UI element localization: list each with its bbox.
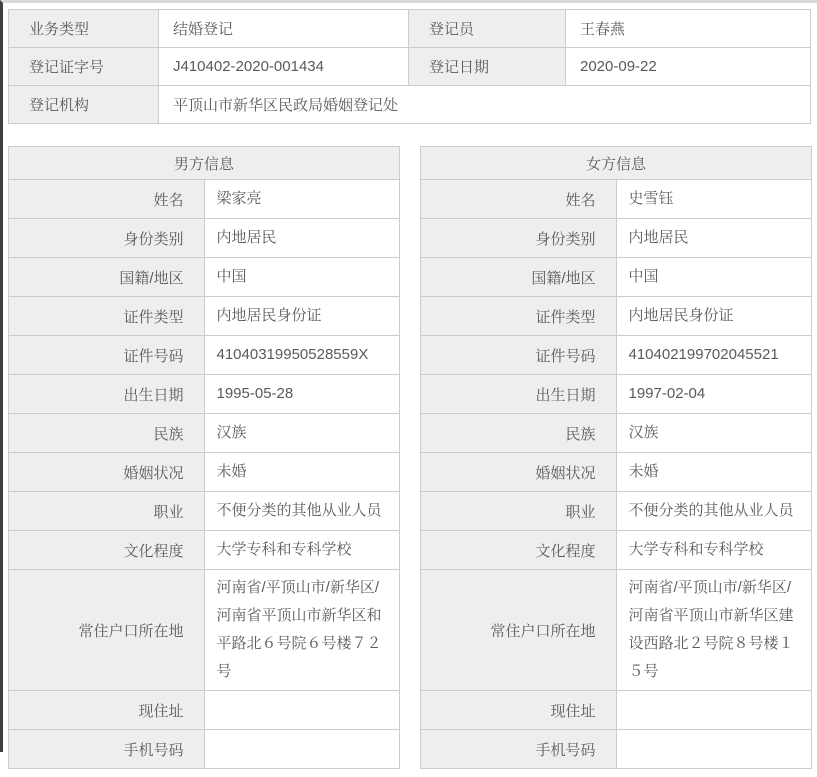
field-value [204, 691, 400, 730]
field-value [204, 730, 400, 769]
summary-row-certificate [9, 48, 811, 86]
field-value: 梁家亮 [204, 180, 400, 219]
table-row [421, 730, 812, 769]
field-value: 河南省/平顶山市/新华区/河南省平顶山市新华区建设西路北２号院８号楼１５号 [616, 570, 812, 691]
field-label: 身份类别 [9, 219, 205, 258]
field-label: 现住址 [9, 691, 205, 730]
field-value: 内地居民 [616, 219, 812, 258]
table-row [9, 297, 400, 336]
male-info-table [8, 146, 400, 769]
table-row [421, 180, 812, 219]
field-value [616, 730, 812, 769]
field-value: 不便分类的其他从业人员 [204, 492, 400, 531]
field-value [616, 691, 812, 730]
registrar-label: 登记员 [409, 10, 566, 48]
field-label: 婚姻状况 [421, 453, 617, 492]
registration-summary-table [8, 9, 811, 124]
field-label: 职业 [9, 492, 205, 531]
field-label: 手机号码 [9, 730, 205, 769]
field-label: 姓名 [9, 180, 205, 219]
registration-date-label: 登记日期 [409, 48, 566, 86]
field-label: 文化程度 [9, 531, 205, 570]
field-value: 内地居民身份证 [616, 297, 812, 336]
field-value: 1997-02-04 [616, 375, 812, 414]
field-value: 汉族 [204, 414, 400, 453]
table-row [9, 492, 400, 531]
table-row [421, 375, 812, 414]
field-value: 1995-05-28 [204, 375, 400, 414]
summary-row-agency [9, 86, 811, 124]
table-row [9, 730, 400, 769]
summary-row-business-type [9, 10, 811, 48]
male-info-title: 男方信息 [9, 147, 400, 180]
table-row [9, 375, 400, 414]
table-row [421, 414, 812, 453]
field-label: 出生日期 [9, 375, 205, 414]
marriage-registration-record-page [3, 3, 817, 777]
field-value: 41040319950528559X [204, 336, 400, 375]
table-row [9, 336, 400, 375]
field-label: 姓名 [421, 180, 617, 219]
field-value: 中国 [616, 258, 812, 297]
field-label: 国籍/地区 [421, 258, 617, 297]
field-value: 大学专科和专科学校 [204, 531, 400, 570]
field-value: 410402199702045521 [616, 336, 812, 375]
female-info-title: 女方信息 [421, 147, 812, 180]
field-value: 内地居民身份证 [204, 297, 400, 336]
field-value: 河南省/平顶山市/新华区/河南省平顶山市新华区和平路北６号院６号楼７２号 [204, 570, 400, 691]
table-row [421, 570, 812, 691]
field-label: 出生日期 [421, 375, 617, 414]
field-value: 内地居民 [204, 219, 400, 258]
field-value: 汉族 [616, 414, 812, 453]
field-label: 常住户口所在地 [9, 570, 205, 691]
field-label: 职业 [421, 492, 617, 531]
field-value: 中国 [204, 258, 400, 297]
field-label: 手机号码 [421, 730, 617, 769]
field-value: 不便分类的其他从业人员 [616, 492, 812, 531]
table-row [9, 570, 400, 691]
field-value: 大学专科和专科学校 [616, 531, 812, 570]
table-row [9, 219, 400, 258]
person-info-section [8, 146, 812, 769]
table-row [421, 336, 812, 375]
registrar-value: 王春燕 [566, 10, 811, 48]
certificate-number-value: J410402-2020-001434 [159, 48, 409, 86]
registration-date-value: 2020-09-22 [566, 48, 811, 86]
field-label: 证件号码 [9, 336, 205, 375]
field-label: 民族 [9, 414, 205, 453]
registration-agency-label: 登记机构 [9, 86, 159, 124]
field-label: 证件号码 [421, 336, 617, 375]
field-label: 现住址 [421, 691, 617, 730]
field-label: 身份类别 [421, 219, 617, 258]
field-label: 文化程度 [421, 531, 617, 570]
female-info-header-row [421, 147, 812, 180]
table-row [9, 453, 400, 492]
business-type-value: 结婚登记 [159, 10, 409, 48]
registration-agency-value: 平顶山市新华区民政局婚姻登记处 [159, 86, 811, 124]
table-row [9, 180, 400, 219]
table-row [421, 453, 812, 492]
field-value: 未婚 [616, 453, 812, 492]
table-row [421, 691, 812, 730]
field-label: 民族 [421, 414, 617, 453]
field-label: 证件类型 [421, 297, 617, 336]
table-row [421, 258, 812, 297]
business-type-label: 业务类型 [9, 10, 159, 48]
table-row [421, 531, 812, 570]
table-row [421, 219, 812, 258]
male-info-header-row [9, 147, 400, 180]
field-label: 国籍/地区 [9, 258, 205, 297]
table-row [9, 531, 400, 570]
field-value: 史雪钰 [616, 180, 812, 219]
table-row [9, 691, 400, 730]
table-row [421, 492, 812, 531]
field-label: 常住户口所在地 [421, 570, 617, 691]
female-info-table [420, 146, 812, 769]
field-value: 未婚 [204, 453, 400, 492]
table-row [9, 258, 400, 297]
field-label: 证件类型 [9, 297, 205, 336]
certificate-number-label: 登记证字号 [9, 48, 159, 86]
table-row [9, 414, 400, 453]
field-label: 婚姻状况 [9, 453, 205, 492]
table-row [421, 297, 812, 336]
